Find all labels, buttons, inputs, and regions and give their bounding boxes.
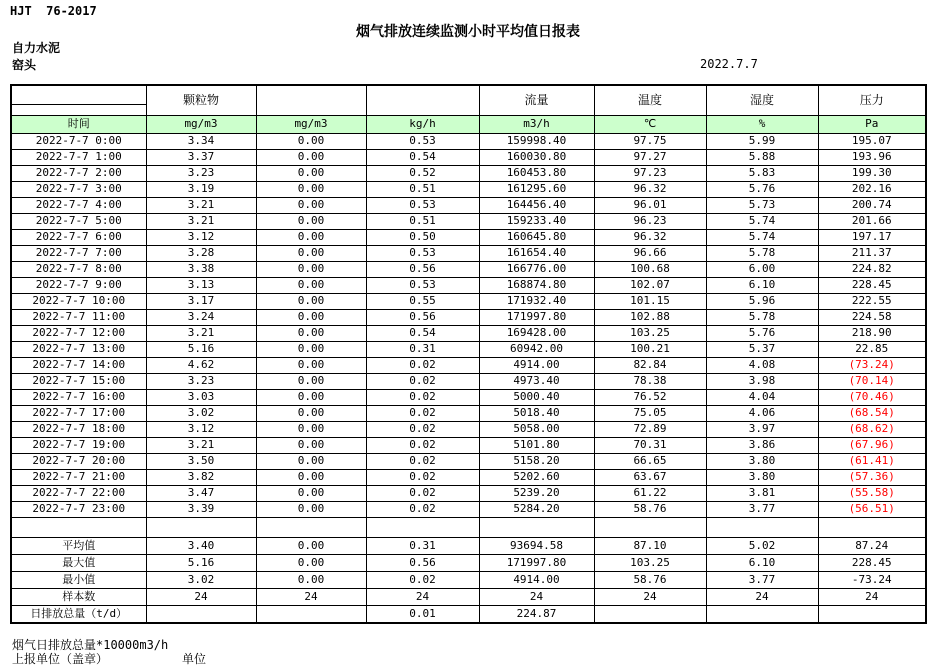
time-cell: 2022-7-7 12:00	[11, 326, 146, 342]
value-cell: 3.13	[146, 278, 256, 294]
data-row	[11, 486, 926, 502]
value-cell: 160645.80	[479, 230, 594, 246]
summary-value-cell: 87.24	[818, 538, 926, 555]
value-cell: 4.08	[706, 358, 818, 374]
value-cell: 5.83	[706, 166, 818, 182]
value-cell: 195.07	[818, 134, 926, 150]
summary-value-cell	[706, 606, 818, 624]
pollutant-name-cell	[366, 85, 479, 116]
value-cell: 3.86	[706, 438, 818, 454]
value-cell: 3.23	[146, 166, 256, 182]
value-cell: 0.00	[256, 390, 366, 406]
value-cell: 0.55	[366, 294, 479, 310]
value-cell: 0.02	[366, 358, 479, 374]
value-cell: 0.51	[366, 214, 479, 230]
value-cell: 0.02	[366, 486, 479, 502]
data-row	[11, 262, 926, 278]
summary-value-cell: 0.02	[366, 572, 479, 589]
data-row	[11, 230, 926, 246]
time-cell: 2022-7-7 10:00	[11, 294, 146, 310]
daily-total-row	[11, 606, 926, 624]
empty-cell	[256, 518, 366, 538]
summary-value-cell: 3.02	[146, 572, 256, 589]
summary-value-cell: 103.25	[594, 555, 706, 572]
summary-value-cell	[818, 606, 926, 624]
value-cell: 5.76	[706, 182, 818, 198]
data-row	[11, 406, 926, 422]
value-cell: 0.00	[256, 150, 366, 166]
summary-value-cell: 58.76	[594, 572, 706, 589]
value-cell: 78.38	[594, 374, 706, 390]
value-cell: 58.76	[594, 502, 706, 518]
value-cell: 166776.00	[479, 262, 594, 278]
value-cell: 5.78	[706, 310, 818, 326]
empty-cell	[366, 518, 479, 538]
time-cell: 2022-7-7 2:00	[11, 166, 146, 182]
summary-row	[11, 572, 926, 589]
data-row	[11, 214, 926, 230]
value-cell: 97.23	[594, 166, 706, 182]
summary-row	[11, 538, 926, 555]
value-cell: 201.66	[818, 214, 926, 230]
value-cell: (57.36)	[818, 470, 926, 486]
standard-code: HJT 76-2017	[10, 4, 97, 18]
value-cell: 3.37	[146, 150, 256, 166]
value-cell: 0.00	[256, 214, 366, 230]
value-cell: 5.37	[706, 342, 818, 358]
value-cell: 0.00	[256, 358, 366, 374]
data-row	[11, 454, 926, 470]
time-header-cell: 时间	[11, 116, 146, 134]
value-cell: (73.24)	[818, 358, 926, 374]
empty-cell	[818, 518, 926, 538]
data-row	[11, 278, 926, 294]
value-cell: 0.53	[366, 278, 479, 294]
value-cell: 0.00	[256, 326, 366, 342]
unit-cell: Pa	[818, 116, 926, 134]
value-cell: 82.84	[594, 358, 706, 374]
value-cell: 3.21	[146, 214, 256, 230]
time-cell: 2022-7-7 15:00	[11, 374, 146, 390]
value-cell: 193.96	[818, 150, 926, 166]
value-cell: 3.19	[146, 182, 256, 198]
data-row	[11, 358, 926, 374]
time-cell: 2022-7-7 19:00	[11, 438, 146, 454]
pollutant-name-cell: 湿度	[706, 85, 818, 116]
value-cell: 200.74	[818, 198, 926, 214]
pollutant-name-cell: 颗粒物	[146, 85, 256, 116]
value-cell: 228.45	[818, 278, 926, 294]
empty-cell	[11, 518, 146, 538]
value-cell: 224.58	[818, 310, 926, 326]
value-cell: 0.00	[256, 422, 366, 438]
value-cell: 5101.80	[479, 438, 594, 454]
value-cell: 6.00	[706, 262, 818, 278]
time-cell: 2022-7-7 4:00	[11, 198, 146, 214]
value-cell: 0.00	[256, 246, 366, 262]
value-cell: (61.41)	[818, 454, 926, 470]
value-cell: 3.21	[146, 438, 256, 454]
summary-value-cell: 171997.80	[479, 555, 594, 572]
value-cell: 171932.40	[479, 294, 594, 310]
summary-label-cell: 平均值	[11, 538, 146, 555]
summary-value-cell: 87.10	[594, 538, 706, 555]
summary-label-cell: 日排放总量（t/d）	[11, 606, 146, 624]
value-cell: 5.74	[706, 214, 818, 230]
empty-cell	[706, 518, 818, 538]
value-cell: 4.04	[706, 390, 818, 406]
value-cell: (70.46)	[818, 390, 926, 406]
unit-cell: mg/m3	[146, 116, 256, 134]
value-cell: 101.15	[594, 294, 706, 310]
value-cell: 70.31	[594, 438, 706, 454]
value-cell: 3.03	[146, 390, 256, 406]
value-cell: 5.76	[706, 326, 818, 342]
value-cell: 0.00	[256, 374, 366, 390]
summary-value-cell: 0.00	[256, 555, 366, 572]
data-row	[11, 182, 926, 198]
value-cell: 0.00	[256, 230, 366, 246]
value-cell: 0.00	[256, 262, 366, 278]
value-cell: 3.47	[146, 486, 256, 502]
company-name: 自力水泥	[12, 41, 61, 55]
value-cell: 0.00	[256, 342, 366, 358]
summary-value-cell: 24	[479, 589, 594, 606]
value-cell: 3.38	[146, 262, 256, 278]
footer-note-unit: 单位	[182, 652, 207, 666]
value-cell: 197.17	[818, 230, 926, 246]
value-cell: 171997.80	[479, 310, 594, 326]
value-cell: 211.37	[818, 246, 926, 262]
report-table	[10, 84, 927, 624]
value-cell: 3.77	[706, 502, 818, 518]
value-cell: 3.81	[706, 486, 818, 502]
summary-value-cell	[256, 606, 366, 624]
time-cell: 2022-7-7 5:00	[11, 214, 146, 230]
value-cell: 5239.20	[479, 486, 594, 502]
summary-value-cell: 93694.58	[479, 538, 594, 555]
summary-value-cell: 0.01	[366, 606, 479, 624]
data-row	[11, 166, 926, 182]
value-cell: 5.99	[706, 134, 818, 150]
value-cell: 0.02	[366, 502, 479, 518]
value-cell: 0.00	[256, 438, 366, 454]
corner-cell-top	[11, 85, 146, 105]
corner-cell-bottom	[11, 105, 146, 116]
value-cell: 3.12	[146, 230, 256, 246]
time-cell: 2022-7-7 18:00	[11, 422, 146, 438]
empty-cell	[594, 518, 706, 538]
value-cell: 4.62	[146, 358, 256, 374]
summary-value-cell: -73.24	[818, 572, 926, 589]
summary-row	[11, 589, 926, 606]
summary-value-cell: 24	[706, 589, 818, 606]
value-cell: 5018.40	[479, 406, 594, 422]
value-cell: 164456.40	[479, 198, 594, 214]
value-cell: 160030.80	[479, 150, 594, 166]
value-cell: 96.32	[594, 230, 706, 246]
summary-value-cell: 5.02	[706, 538, 818, 555]
summary-value-cell: 0.56	[366, 555, 479, 572]
summary-value-cell: 5.16	[146, 555, 256, 572]
value-cell: 0.00	[256, 198, 366, 214]
value-cell: 3.24	[146, 310, 256, 326]
time-cell: 2022-7-7 9:00	[11, 278, 146, 294]
unit-cell: %	[706, 116, 818, 134]
pollutant-header-row	[11, 85, 926, 105]
value-cell: (56.51)	[818, 502, 926, 518]
value-cell: 96.01	[594, 198, 706, 214]
time-cell: 2022-7-7 16:00	[11, 390, 146, 406]
time-cell: 2022-7-7 17:00	[11, 406, 146, 422]
value-cell: 3.80	[706, 470, 818, 486]
summary-label-cell: 最小值	[11, 572, 146, 589]
value-cell: 202.16	[818, 182, 926, 198]
value-cell: 0.53	[366, 246, 479, 262]
value-cell: 0.53	[366, 134, 479, 150]
data-row	[11, 150, 926, 166]
value-cell: (68.62)	[818, 422, 926, 438]
unit-cell: mg/m3	[256, 116, 366, 134]
value-cell: (68.54)	[818, 406, 926, 422]
value-cell: 0.31	[366, 342, 479, 358]
value-cell: 102.88	[594, 310, 706, 326]
value-cell: 60942.00	[479, 342, 594, 358]
value-cell: 97.27	[594, 150, 706, 166]
value-cell: 5158.20	[479, 454, 594, 470]
value-cell: 0.00	[256, 134, 366, 150]
time-cell: 2022-7-7 1:00	[11, 150, 146, 166]
value-cell: 0.02	[366, 390, 479, 406]
value-cell: 3.12	[146, 422, 256, 438]
value-cell: 3.82	[146, 470, 256, 486]
value-cell: 5000.40	[479, 390, 594, 406]
summary-value-cell: 3.40	[146, 538, 256, 555]
value-cell: 0.02	[366, 406, 479, 422]
data-row	[11, 198, 926, 214]
value-cell: 0.56	[366, 310, 479, 326]
value-cell: 6.10	[706, 278, 818, 294]
summary-value-cell: 6.10	[706, 555, 818, 572]
unit-cell: m3/h	[479, 116, 594, 134]
value-cell: 96.23	[594, 214, 706, 230]
value-cell: 0.02	[366, 454, 479, 470]
report-date: 2022.7.7	[700, 57, 758, 71]
value-cell: 3.39	[146, 502, 256, 518]
unit-header-row	[11, 116, 926, 134]
value-cell: 76.52	[594, 390, 706, 406]
summary-value-cell: 24	[818, 589, 926, 606]
time-cell: 2022-7-7 20:00	[11, 454, 146, 470]
time-cell: 2022-7-7 6:00	[11, 230, 146, 246]
value-cell: (55.58)	[818, 486, 926, 502]
value-cell: 5.78	[706, 246, 818, 262]
summary-value-cell: 228.45	[818, 555, 926, 572]
value-cell: 3.02	[146, 406, 256, 422]
empty-cell	[479, 518, 594, 538]
value-cell: 0.53	[366, 198, 479, 214]
value-cell: 72.89	[594, 422, 706, 438]
value-cell: 0.56	[366, 262, 479, 278]
summary-value-cell: 3.77	[706, 572, 818, 589]
value-cell: 224.82	[818, 262, 926, 278]
value-cell: 161654.40	[479, 246, 594, 262]
value-cell: 199.30	[818, 166, 926, 182]
spacer-row	[11, 518, 926, 538]
value-cell: 75.05	[594, 406, 706, 422]
time-cell: 2022-7-7 3:00	[11, 182, 146, 198]
value-cell: 3.21	[146, 198, 256, 214]
data-row	[11, 134, 926, 150]
value-cell: 222.55	[818, 294, 926, 310]
value-cell: 0.02	[366, 422, 479, 438]
value-cell: (67.96)	[818, 438, 926, 454]
value-cell: 66.65	[594, 454, 706, 470]
data-row	[11, 310, 926, 326]
value-cell: 5058.00	[479, 422, 594, 438]
pollutant-name-cell	[256, 85, 366, 116]
summary-value-cell: 24	[146, 589, 256, 606]
value-cell: 61.22	[594, 486, 706, 502]
pollutant-name-cell: 流量	[479, 85, 594, 116]
value-cell: (70.14)	[818, 374, 926, 390]
value-cell: 3.21	[146, 326, 256, 342]
data-row	[11, 326, 926, 342]
time-cell: 2022-7-7 11:00	[11, 310, 146, 326]
pollutant-name-cell: 压力	[818, 85, 926, 116]
value-cell: 4.06	[706, 406, 818, 422]
value-cell: 0.50	[366, 230, 479, 246]
value-cell: 3.98	[706, 374, 818, 390]
summary-value-cell	[594, 606, 706, 624]
value-cell: 0.00	[256, 502, 366, 518]
summary-value-cell: 24	[594, 589, 706, 606]
data-row	[11, 390, 926, 406]
value-cell: 159998.40	[479, 134, 594, 150]
summary-label-cell: 样本数	[11, 589, 146, 606]
value-cell: 0.02	[366, 470, 479, 486]
value-cell: 0.02	[366, 374, 479, 390]
summary-value-cell: 4914.00	[479, 572, 594, 589]
time-cell: 2022-7-7 13:00	[11, 342, 146, 358]
value-cell: 0.00	[256, 278, 366, 294]
value-cell: 3.17	[146, 294, 256, 310]
summary-value-cell: 0.31	[366, 538, 479, 555]
value-cell: 0.00	[256, 310, 366, 326]
time-cell: 2022-7-7 7:00	[11, 246, 146, 262]
value-cell: 0.54	[366, 326, 479, 342]
summary-value-cell: 24	[366, 589, 479, 606]
data-row	[11, 502, 926, 518]
value-cell: 3.97	[706, 422, 818, 438]
value-cell: 3.23	[146, 374, 256, 390]
value-cell: 0.00	[256, 470, 366, 486]
value-cell: 0.00	[256, 486, 366, 502]
value-cell: 0.54	[366, 150, 479, 166]
summary-row	[11, 555, 926, 572]
value-cell: 4914.00	[479, 358, 594, 374]
time-cell: 2022-7-7 22:00	[11, 486, 146, 502]
value-cell: 5.16	[146, 342, 256, 358]
value-cell: 218.90	[818, 326, 926, 342]
unit-cell: ℃	[594, 116, 706, 134]
pollutant-name-cell: 温度	[594, 85, 706, 116]
summary-value-cell	[146, 606, 256, 624]
value-cell: 3.34	[146, 134, 256, 150]
value-cell: 96.32	[594, 182, 706, 198]
value-cell: 100.21	[594, 342, 706, 358]
summary-value-cell: 224.87	[479, 606, 594, 624]
value-cell: 102.07	[594, 278, 706, 294]
data-row	[11, 374, 926, 390]
value-cell: 0.00	[256, 294, 366, 310]
value-cell: 100.68	[594, 262, 706, 278]
empty-cell	[146, 518, 256, 538]
value-cell: 3.80	[706, 454, 818, 470]
value-cell: 0.51	[366, 182, 479, 198]
value-cell: 5202.60	[479, 470, 594, 486]
value-cell: 160453.80	[479, 166, 594, 182]
value-cell: 159233.40	[479, 214, 594, 230]
footer-note-report-unit: 上报单位（盖章）	[12, 652, 109, 666]
value-cell: 168874.80	[479, 278, 594, 294]
summary-value-cell: 24	[256, 589, 366, 606]
value-cell: 5.74	[706, 230, 818, 246]
data-row	[11, 246, 926, 262]
summary-value-cell: 0.00	[256, 538, 366, 555]
value-cell: 5284.20	[479, 502, 594, 518]
summary-label-cell: 最大值	[11, 555, 146, 572]
value-cell: 5.88	[706, 150, 818, 166]
value-cell: 161295.60	[479, 182, 594, 198]
value-cell: 5.96	[706, 294, 818, 310]
time-cell: 2022-7-7 21:00	[11, 470, 146, 486]
data-row	[11, 438, 926, 454]
value-cell: 0.52	[366, 166, 479, 182]
page-title: 烟气排放连续监测小时平均值日报表	[356, 24, 580, 40]
value-cell: 0.00	[256, 406, 366, 422]
report-table-body	[11, 85, 926, 623]
time-cell: 2022-7-7 0:00	[11, 134, 146, 150]
data-row	[11, 342, 926, 358]
value-cell: 169428.00	[479, 326, 594, 342]
time-cell: 2022-7-7 23:00	[11, 502, 146, 518]
data-row	[11, 470, 926, 486]
time-cell: 2022-7-7 14:00	[11, 358, 146, 374]
value-cell: 5.73	[706, 198, 818, 214]
footer-note-flow-total: 烟气日排放总量*10000m3/h	[12, 638, 169, 652]
value-cell: 0.00	[256, 182, 366, 198]
value-cell: 3.50	[146, 454, 256, 470]
unit-cell: kg/h	[366, 116, 479, 134]
value-cell: 103.25	[594, 326, 706, 342]
value-cell: 97.75	[594, 134, 706, 150]
monitor-point-name: 窑头	[12, 58, 37, 72]
value-cell: 4973.40	[479, 374, 594, 390]
value-cell: 0.00	[256, 454, 366, 470]
data-row	[11, 294, 926, 310]
value-cell: 0.00	[256, 166, 366, 182]
value-cell: 3.28	[146, 246, 256, 262]
value-cell: 96.66	[594, 246, 706, 262]
value-cell: 0.02	[366, 438, 479, 454]
value-cell: 22.85	[818, 342, 926, 358]
time-cell: 2022-7-7 8:00	[11, 262, 146, 278]
data-row	[11, 422, 926, 438]
value-cell: 63.67	[594, 470, 706, 486]
summary-value-cell: 0.00	[256, 572, 366, 589]
